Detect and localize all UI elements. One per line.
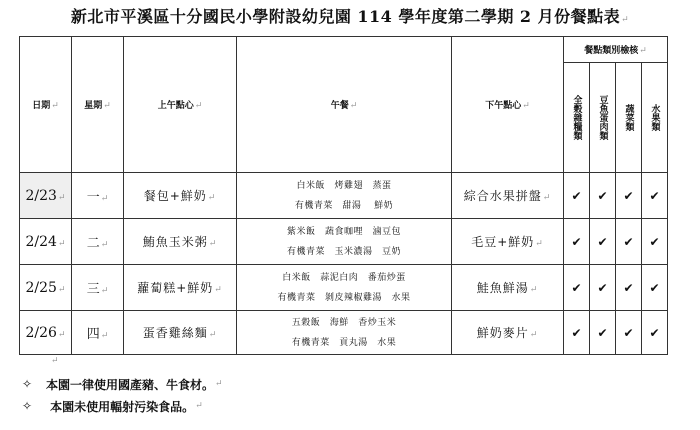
date-cell: 2/25↵ <box>20 265 72 311</box>
check-mark-icon: ✔ <box>564 173 590 219</box>
header-check-grains: 全穀雜糧類 <box>564 63 590 173</box>
lunch-cell: 白米飯 蒜泥白肉 番茄炒蛋 有機青菜 剝皮辣椒雞湯 水果 <box>237 265 452 311</box>
morning-snack-cell: 餐包+鮮奶↵ <box>124 173 237 219</box>
header-check-fruit: 水果類 <box>642 63 668 173</box>
check-mark-icon: ✔ <box>590 311 616 355</box>
header-weekday: 星期↵ <box>72 37 124 173</box>
header-check-group: 餐點類別檢核↵ <box>564 37 668 63</box>
lunch-cell: 白米飯 烤雞翅 蒸蛋 有機青菜 甜湯 鮮奶 <box>237 173 452 219</box>
check-mark-icon: ✔ <box>616 173 642 219</box>
date-cell: 2/26↵ <box>20 311 72 355</box>
check-mark-icon: ✔ <box>642 219 668 265</box>
check-mark-icon: ✔ <box>616 311 642 355</box>
check-mark-icon: ✔ <box>616 265 642 311</box>
note-item: ✧ 本園未使用輻射污染食品。 ↵ <box>22 399 203 414</box>
header-check-protein: 豆魚蛋肉類 <box>590 63 616 173</box>
weekday-cell: 四↵ <box>72 311 124 355</box>
diamond-bullet-icon: ✧ <box>22 399 33 413</box>
check-mark-icon: ✔ <box>564 265 590 311</box>
note-text: 本園未使用輻射污染食品。 <box>46 399 195 414</box>
title-text: 新北市平溪區十分國民小學附設幼兒園 114 學年度第二學期 2 月份餐點表 <box>70 7 621 26</box>
header-afternoon-snack: 下午點心↵ <box>452 37 564 173</box>
check-mark-icon: ✔ <box>642 173 668 219</box>
lunch-cell: 紫米飯 蔬食咖哩 滷豆包 有機青菜 玉米濃湯 豆奶 <box>237 219 452 265</box>
header-check-vegetables: 蔬菜類 <box>616 63 642 173</box>
header-lunch: 午餐↵ <box>237 37 452 173</box>
check-mark-icon: ✔ <box>564 219 590 265</box>
morning-snack-cell: 蛋香雞絲麵↵ <box>124 311 237 355</box>
date-cell: 2/23↵ <box>20 173 72 219</box>
check-mark-icon: ✔ <box>590 265 616 311</box>
note-text: 本園一律使用國產豬、牛食材。 <box>46 377 215 392</box>
afternoon-snack-cell: 毛豆+鮮奶↵ <box>452 219 564 265</box>
morning-snack-cell: 蘿蔔糕+鮮奶↵ <box>124 265 237 311</box>
weekday-cell: 二↵ <box>72 219 124 265</box>
check-mark-icon: ✔ <box>564 311 590 355</box>
check-mark-icon: ✔ <box>642 311 668 355</box>
check-mark-icon: ✔ <box>642 265 668 311</box>
table-row <box>20 265 668 311</box>
meal-schedule-table <box>19 36 668 355</box>
note-item: ✧ 本園一律使用國產豬、牛食材。 ↵ <box>22 377 223 392</box>
table-row <box>20 219 668 265</box>
paragraph-mark: ↵ <box>51 356 59 366</box>
date-cell: 2/24↵ <box>20 219 72 265</box>
check-mark-icon: ✔ <box>590 219 616 265</box>
table-row <box>20 311 668 355</box>
lunch-cell: 五穀飯 海鮮 香炒玉米 有機青菜 貢丸湯 水果 <box>237 311 452 355</box>
header-morning-snack: 上午點心↵ <box>124 37 237 173</box>
afternoon-snack-cell: 鮭魚鮮湯↵ <box>452 265 564 311</box>
weekday-cell: 一↵ <box>72 173 124 219</box>
table-row <box>20 173 668 219</box>
check-mark-icon: ✔ <box>590 173 616 219</box>
weekday-cell: 三↵ <box>72 265 124 311</box>
morning-snack-cell: 鮪魚玉米粥↵ <box>124 219 237 265</box>
afternoon-snack-cell: 鮮奶麥片↵ <box>452 311 564 355</box>
document-title <box>0 4 700 27</box>
check-mark-icon: ✔ <box>616 219 642 265</box>
header-date: 日期↵ <box>20 37 72 173</box>
afternoon-snack-cell: 綜合水果拼盤↵ <box>452 173 564 219</box>
paragraph-mark: ↵ <box>621 15 630 25</box>
notes-list <box>22 373 223 417</box>
diamond-bullet-icon: ✧ <box>22 377 33 391</box>
